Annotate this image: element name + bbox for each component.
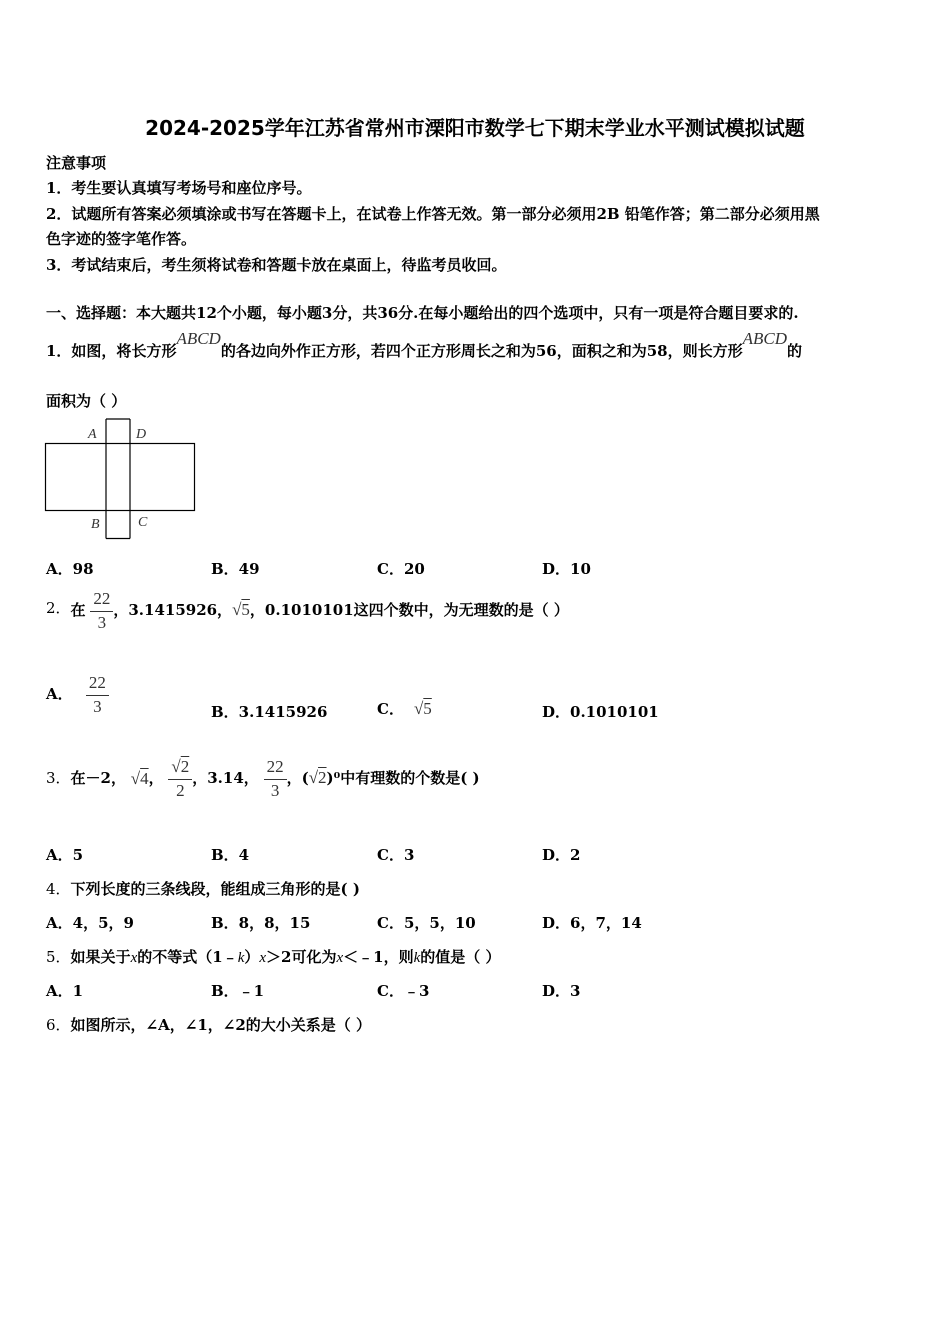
q4-option-c: C．5，5，10: [377, 914, 476, 932]
q5-var-x-2: x: [259, 950, 267, 966]
q5-text-1: 如果关于: [70, 948, 131, 966]
q2-option-c-radicand: 5: [423, 699, 432, 718]
q2-frac-num: 22: [90, 590, 113, 612]
q2-option-a-fraction: [86, 674, 109, 716]
q3-text-1: 在－2，: [70, 769, 126, 788]
q5-text-5: ＜﹣1，则: [343, 948, 414, 966]
q3-frac-2-num: 22: [264, 758, 287, 780]
question-5: [46, 946, 501, 967]
q2-option-a-den: 3: [93, 696, 102, 716]
question-4: [46, 878, 360, 899]
q5-option-b: B．﹣1: [211, 982, 265, 1000]
q2-option-c-sqrt: √5: [413, 699, 432, 718]
notice-heading: 注意事项: [46, 154, 107, 172]
q1-option-a: A．98: [46, 560, 94, 578]
q3-option-d: D．2: [542, 846, 581, 864]
q2-option-a: [46, 674, 109, 716]
q4-option-d: D．6，7，14: [542, 914, 642, 932]
q5-var-x-1: x: [130, 950, 138, 966]
q2-option-c: [377, 698, 432, 719]
q2-number: 2．: [46, 599, 71, 618]
q5-var-k-1: k: [237, 950, 245, 966]
q1-math-abcd-2: ABCD: [742, 329, 787, 348]
q3-option-c: C．3: [377, 846, 415, 864]
q3-fraction-2: [264, 758, 287, 800]
section-heading: 一、选择题：本大题共12个小题，每小题3分，共36分.在每小题给出的四个选项中，只有一项是符合题目要求的.: [46, 304, 799, 322]
q2-text-2: ，3.1415926，: [113, 601, 233, 620]
notice-item-1: 1．考生要认真填写考场号和座位序号。: [46, 179, 312, 197]
page-title: 2024-2025学年江苏省常州市溧阳市数学七下期末学业水平测试模拟试题: [145, 116, 805, 140]
q5-text-6: 的值是（ ）: [420, 948, 501, 966]
q4-option-a: A．4，5，9: [46, 914, 134, 932]
q2-option-a-label: A．: [46, 685, 73, 704]
q5-text-2: 的不等式（1﹣: [137, 948, 238, 966]
q1-option-c: C．20: [377, 560, 425, 578]
q2-option-d: D．0.1010101: [542, 703, 659, 721]
q3-sqrt-2-radicand: 2: [318, 768, 327, 788]
q5-option-d: D．3: [542, 982, 581, 1000]
q5-var-k-2: k: [413, 950, 421, 966]
q1-label-c: C: [138, 515, 148, 530]
notice-item-2-cont: 色字迹的签字笔作答。: [46, 230, 197, 248]
q3-text-3: ，(: [286, 769, 309, 788]
q6-text: 如图所示，∠A，∠1，∠2的大小关系是（ ）: [70, 1016, 371, 1034]
q3-fraction-1: [168, 758, 192, 800]
q3-frac-1-den: 2: [176, 780, 185, 800]
q3-number: 3．: [46, 769, 71, 788]
q3-option-a: A．5: [46, 846, 84, 864]
q3-frac-2-den: 3: [270, 780, 280, 800]
question-2: [46, 590, 569, 632]
q1-option-d: D．10: [542, 560, 591, 578]
notice-item-3: 3．考试结束后，考生须将试卷和答题卡放在桌面上，待监考员收回。: [46, 256, 507, 274]
q4-text: 下列长度的三条线段，能组成三角形的是( ): [70, 880, 360, 898]
q1-option-b: B．49: [211, 560, 260, 578]
q2-text-3: ，0.1010101这四个数中，为无理数的是（ ）: [249, 601, 569, 620]
q1-label-b: B: [91, 517, 100, 532]
q3-frac-1-num: √2: [168, 758, 192, 780]
q2-text-1: 在: [70, 601, 86, 620]
q3-comma-1: ，: [148, 769, 164, 788]
q1-label-a: A: [88, 427, 97, 442]
q2-sqrt-radicand: 5: [241, 600, 250, 620]
q1-text-2: 的各边向外作正方形，若四个正方形周长之和为56，面积之和为58，则长方形: [220, 342, 743, 360]
q5-option-a: A．1: [46, 982, 84, 1000]
q5-text-3: ）: [244, 948, 260, 966]
q3-text-2: ，3.14，: [192, 769, 259, 788]
q1-text-line2: 面积为（ ）: [46, 392, 127, 410]
q5-number: 5．: [46, 948, 71, 966]
q6-number: 6．: [46, 1016, 71, 1034]
q3-frac-1-radicand: 2: [180, 757, 190, 776]
q3-sqrt-4: √4: [130, 769, 149, 789]
q5-text-4: ＞2可化为: [266, 948, 337, 966]
q3-sqrt-4-radicand: 4: [140, 769, 149, 789]
q5-var-x-3: x: [336, 950, 344, 966]
q2-option-c-label: C．: [377, 700, 404, 718]
q2-sqrt: √5: [232, 600, 250, 620]
question-6: [46, 1014, 371, 1035]
q1-label-d: D: [136, 427, 147, 442]
q3-text-end: )⁰中有理数的个数是( ): [326, 769, 480, 788]
q1-text-1: 1．如图，将长方形: [46, 342, 177, 360]
q3-option-b: B．4: [211, 846, 250, 864]
q3-sqrt-2: √2: [308, 768, 327, 788]
q1-figure: [44, 418, 199, 542]
q5-option-c: C．﹣3: [377, 982, 430, 1000]
q2-option-b: B．3.1415926: [211, 703, 328, 721]
question-1: [46, 328, 803, 360]
notice-item-2: 2．试题所有答案必须填涂或书写在答题卡上，在试卷上作答无效。第一部分必须用2B 铅笔作答；第二部分必须用黑: [46, 205, 820, 223]
q1-rectangle: [46, 444, 195, 511]
q1-text-3: 的: [787, 342, 803, 360]
q1-math-abcd-1: ABCD: [176, 329, 221, 348]
q2-frac-den: 3: [97, 612, 107, 632]
question-3: [46, 758, 480, 800]
q4-number: 4．: [46, 880, 71, 898]
q4-option-b: B．8，8，15: [211, 914, 311, 932]
q2-fraction: [90, 590, 113, 632]
q2-option-a-num: 22: [86, 674, 109, 696]
